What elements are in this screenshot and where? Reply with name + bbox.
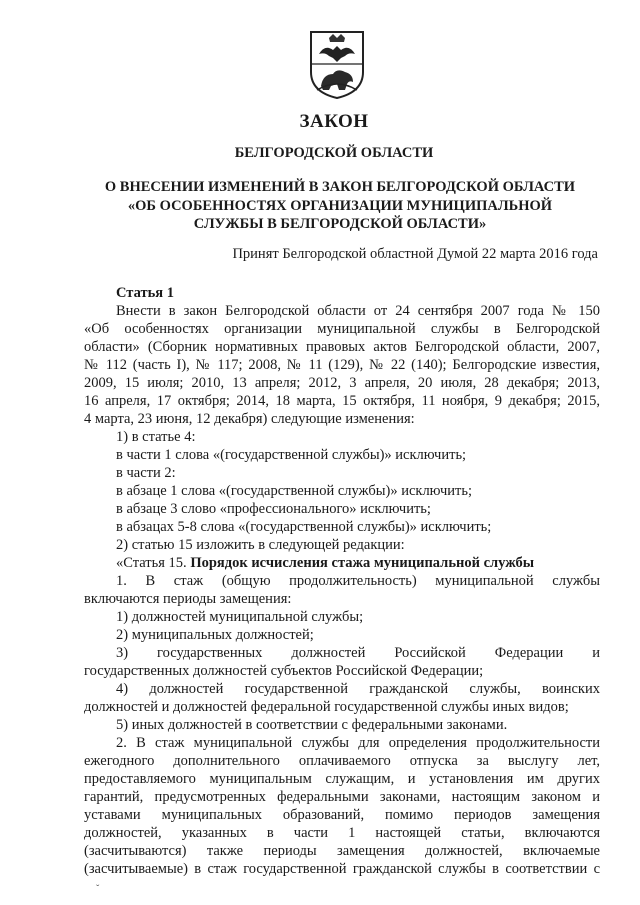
body-line: области» (Сборник нормативных правовых актов Белгородской области, 2007, bbox=[84, 339, 600, 355]
article15-title: Порядок исчисления стажа муниципальной службы bbox=[190, 555, 535, 571]
body-line: 1) в статье 4: bbox=[116, 429, 196, 445]
scan-mark: ˇ bbox=[96, 884, 100, 895]
body-line: должностей и должностей федеральной государственной службы иных видов; bbox=[84, 699, 569, 715]
subject-line: «ОБ ОСОБЕННОСТЯХ ОРГАНИЗАЦИИ МУНИЦИПАЛЬНОЙ bbox=[127, 197, 553, 214]
document-region: БЕЛГОРОДСКОЙ ОБЛАСТИ bbox=[234, 145, 434, 161]
body-line: (засчитываются) также периоды замещения должностей, включаемые bbox=[84, 843, 600, 859]
body-line: гарантий, предусмотренных федеральными законами, настоящим законом и bbox=[84, 789, 600, 805]
body-line: должностей, указанных в части 1 настоящей статьи, включаются bbox=[84, 825, 600, 841]
body-line: 2) муниципальных должностей; bbox=[116, 627, 314, 643]
body-line: 4) должностей государственной гражданской службы, воинских bbox=[116, 681, 600, 697]
body-line: включаются периоды замещения: bbox=[84, 591, 292, 607]
document-subject bbox=[100, 178, 580, 234]
body-line: в абзацах 5-8 слова «(государственной службы)» исключить; bbox=[116, 519, 492, 535]
body-line: в части 2: bbox=[116, 465, 176, 481]
belgorod-coat-of-arms-icon bbox=[307, 28, 367, 102]
body-line: государственных должностей субъектов Российской Федерации; bbox=[84, 663, 484, 679]
body-line: 16 апреля, 17 октября; 2014, 18 марта, 15 октября, 11 ноября, 9 декабря; 2015, bbox=[84, 393, 600, 409]
body-line: 2. В стаж муниципальной службы для определения продолжительности bbox=[116, 735, 600, 751]
document-type: ЗАКОН bbox=[299, 111, 369, 132]
body-line: 1. В стаж (общую продолжительность) муниципальной службы bbox=[116, 573, 600, 589]
article-heading: Статья 1 bbox=[116, 285, 174, 301]
body-line: 2009, 15 июля; 2010, 13 апреля; 2012, 3 апреля, 20 июля, 28 декабря; 2013, bbox=[84, 375, 600, 391]
body-line: (засчитываемые) в стаж государственной гражданской службы в соответствии с bbox=[84, 861, 600, 877]
body-line: 2) статью 15 изложить в следующей редакции: bbox=[116, 537, 405, 553]
body-line: уставами муниципальных образований, помимо периодов замещения bbox=[84, 807, 600, 823]
subject-line: СЛУЖБЫ В БЕЛГОРОДСКОЙ ОБЛАСТИ» bbox=[193, 216, 487, 232]
body-line: в абзаце 1 слова «(государственной службы)» исключить; bbox=[116, 483, 472, 499]
body-line: 1) должностей муниципальной службы; bbox=[116, 609, 364, 625]
body-line: 3) государственных должностей Российской Федерации и bbox=[116, 645, 600, 661]
subject-line: О ВНЕСЕНИИ ИЗМЕНЕНИЙ В ЗАКОН БЕЛГОРОДСКОЙ ОБЛАСТИ bbox=[104, 179, 576, 195]
adoption-note: Принят Белгородской областной Думой 22 марта 2016 года bbox=[232, 246, 598, 262]
article15-prefix: «Статья 15. bbox=[116, 555, 191, 571]
body-line: в абзаце 3 слово «профессионального» исключить; bbox=[116, 501, 431, 517]
body-line: «Об особенностях организации муниципальной службы в Белгородской bbox=[84, 321, 600, 337]
body-line: № 112 (часть I), № 117; 2008, № 11 (129), № 22 (140); Белгородские известия, bbox=[84, 357, 600, 373]
body-line: предоставляемого муниципальным служащим, и установления им других bbox=[84, 771, 600, 787]
article15-heading bbox=[84, 554, 600, 572]
body-line: в части 1 слова «(государственной службы)» исключить; bbox=[116, 447, 467, 463]
body-line: ежегодного дополнительного оплачиваемого отпуска за выслугу лет, bbox=[84, 753, 600, 769]
body-line: 4 марта, 23 июня, 12 декабря) следующие изменения: bbox=[84, 411, 415, 427]
body-line: 5) иных должностей в соответствии с федеральными законами. bbox=[116, 717, 508, 733]
body-line: Внести в закон Белгородской области от 24 сентября 2007 года № 150 bbox=[116, 303, 600, 319]
